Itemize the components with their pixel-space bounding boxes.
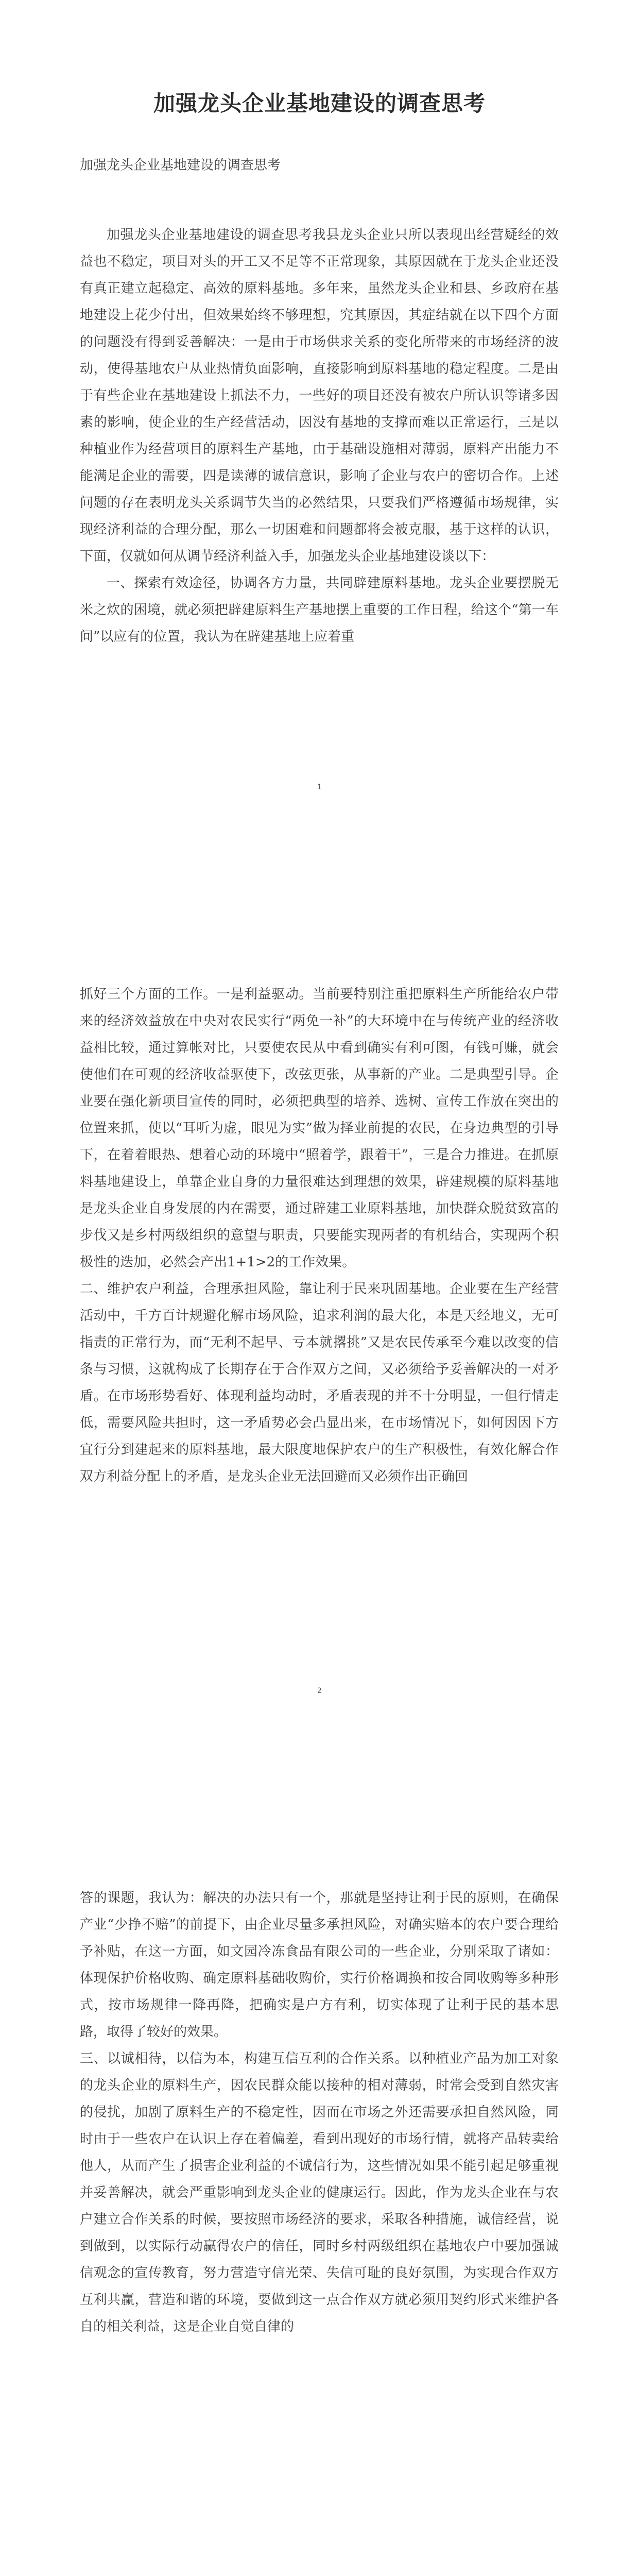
paragraph: 答的课题，我认为：解决的办法只有一个，那就是坚持让利于民的原则，在确保产业“少挣不赔”的前提下，由企业尽量多承担风险，对确实赔本的农户要合理给予补贴，在这一方面，如文园冷冻食品有限公司的一些企业，分别采取了诸如：体现保护价格收购、确定原料基础收购价，实行价格调换和按合同收购等多种形式，按市场规律一降再降，把确实是户方有利，切实体现了让利于民的基本思路，取得了较好的效果。 bbox=[80, 1890, 559, 2040]
paragraph: 一、探索有效途径，协调各方力量，共同辟建原料基地。龙头企业要摆脱无米之炊的困境，就必须把辟建原料生产基地摆上重要的工作日程，给这个“第一车间”以应有的位置，我认为在辟建基地上应着重 bbox=[80, 575, 559, 645]
page-body bbox=[80, 222, 559, 650]
page-1 bbox=[0, 0, 639, 904]
page-number: 1 bbox=[317, 783, 322, 791]
paragraph: 三、以诚相待，以信为本，构建互信互利的合作关系。以种植业产品为加工对象的龙头企业的原料生产，因农民群众能以接种的相对薄弱，时常会受到自然灾害的侵扰，加剧了原料生产的不稳定性，因而在市场之外还需要承担自然风险，同时由于一些农户在认识上存在着偏差，看到出现好的市场行情，就将产品转卖给他人，从而产生了损害企业利益的不诚信行为，这些情况如果不能引起足够重视并妥善解决，就会严重影响到龙头企业的健康运行。因此，作为龙头企业在与农户建立合作关系的时候，要按照市场经济的要求，采取各种措施，诚信经营，说到做到，以实际行动赢得农户的信任，同时乡村两级组织在基地农户中要加强诚信观念的宣传教育，努力营造守信光荣、失信可耻的良好氛围，为实现合作双方互利共赢，营造和谐的环境，要做到这一点合作双方就必须用契约形式来维护各自的相关利益，这是企业自觉自律的 bbox=[80, 2051, 559, 2334]
paragraph: 二、维护农户利益，合理承担风险，靠让利于民来巩固基地。企业要在生产经营活动中，千方百计规避化解市场风险，追求利润的最大化，本是天经地义，无可指责的正常行为，而“无利不起早、亏本就撂挑”又是农民传承至今难以改变的信条与习惯，这就构成了长期存在于合作双方之间，又必须给予妥善解决的一对矛盾。在市场形势看好、体现利益均动时，矛盾表现的并不十分明显，一但行情走低，需要风险共担时，这一矛盾势必会凸显出来，在市场情况下，如何因因下方宜行分到建起来的原料基地，最大限度地保护农户的生产积极性，有效化解合作双方利益分配上的矛盾，是龙头企业无法回避而又必须作出正确回 bbox=[80, 1281, 559, 1484]
page-body bbox=[80, 981, 559, 1490]
document-title: 加强龙头企业基地建设的调查思考 bbox=[153, 91, 486, 116]
paragraph: 加强龙头企业基地建设的调查思考我县龙头企业只所以表现出经营疑经的效益也不稳定，项目对头的开工又不足等不正常现象，其原因就在于龙头企业还没有真正建立起稳定、高效的原料基地。多年来，虽然龙头企业和县、乡政府在基地建设上花少付出，但效果始终不够理想，究其原因，其症结就在以下四个方面的问题没有得到妥善解决：一是由于市场供求关系的变化所带来的市场经济的波动，使得基地农户从业热情负面影响，直接影响到原料基地的稳定程度。二是由于有些企业在基地建设上抓法不力，一些好的项目还没有被农户所认识等诸多因素的影响，使企业的生产经营活动，因没有基地的支撑而难以正常运行，三是以种植业作为经营项目的原料生产基地，由于基础设施相对薄弱，原料产出能力不能满足企业的需要，四是读薄的诚信意识，影响了企业与农户的密切合作。上述问题的存在表明龙头关系调节失当的必然结果，只要我们严格遵循市场规律，实现经济利益的合理分配，那么一切困难和问题都将会被克服，基于这样的认识，下面，仅就如何从调节经济利益入手，加强龙头企业基地建设谈以下： bbox=[80, 227, 559, 564]
page-number: 2 bbox=[317, 1687, 322, 1695]
document-subtitle: 加强龙头企业基地建设的调查思考 bbox=[80, 158, 281, 173]
page-2 bbox=[0, 904, 639, 1807]
page-3 bbox=[0, 1807, 639, 2576]
page-body bbox=[80, 1885, 559, 2340]
paragraph: 抓好三个方面的工作。一是利益驱动。当前要特别注重把原料生产所能给农户带来的经济效益放在中央对农民实行“两免一补”的大环境中在与传统产业的经济收益相比较，通过算帐对比，只要使农民从中看到确实有利可图，有钱可赚，就会使他们在可观的经济收益驱使下，改弦更张，从事新的产业。二是典型引导。企业要在强化新项目宣传的同时，必须把典型的培养、选树、宣传工作放在突出的位置来抓，使以“耳听为虚，眼见为实”做为择业前提的农民，在身边典型的引导下，在着着眼热、想着心动的环境中“照着学，跟着干”，三是合力推进。在抓原料基地建设上，单靠企业自身的力量很难达到理想的效果，辟建规模的原料基地是龙头企业自身发展的内在需要，通过辟建工业原料基地，加快群众脱贫致富的步伐又是乡村两级组织的意望与职责，只要能实现两者的有机结合，实现两个积极性的迭加，必然会产出1+1>2的工作效果。 bbox=[80, 987, 559, 1270]
